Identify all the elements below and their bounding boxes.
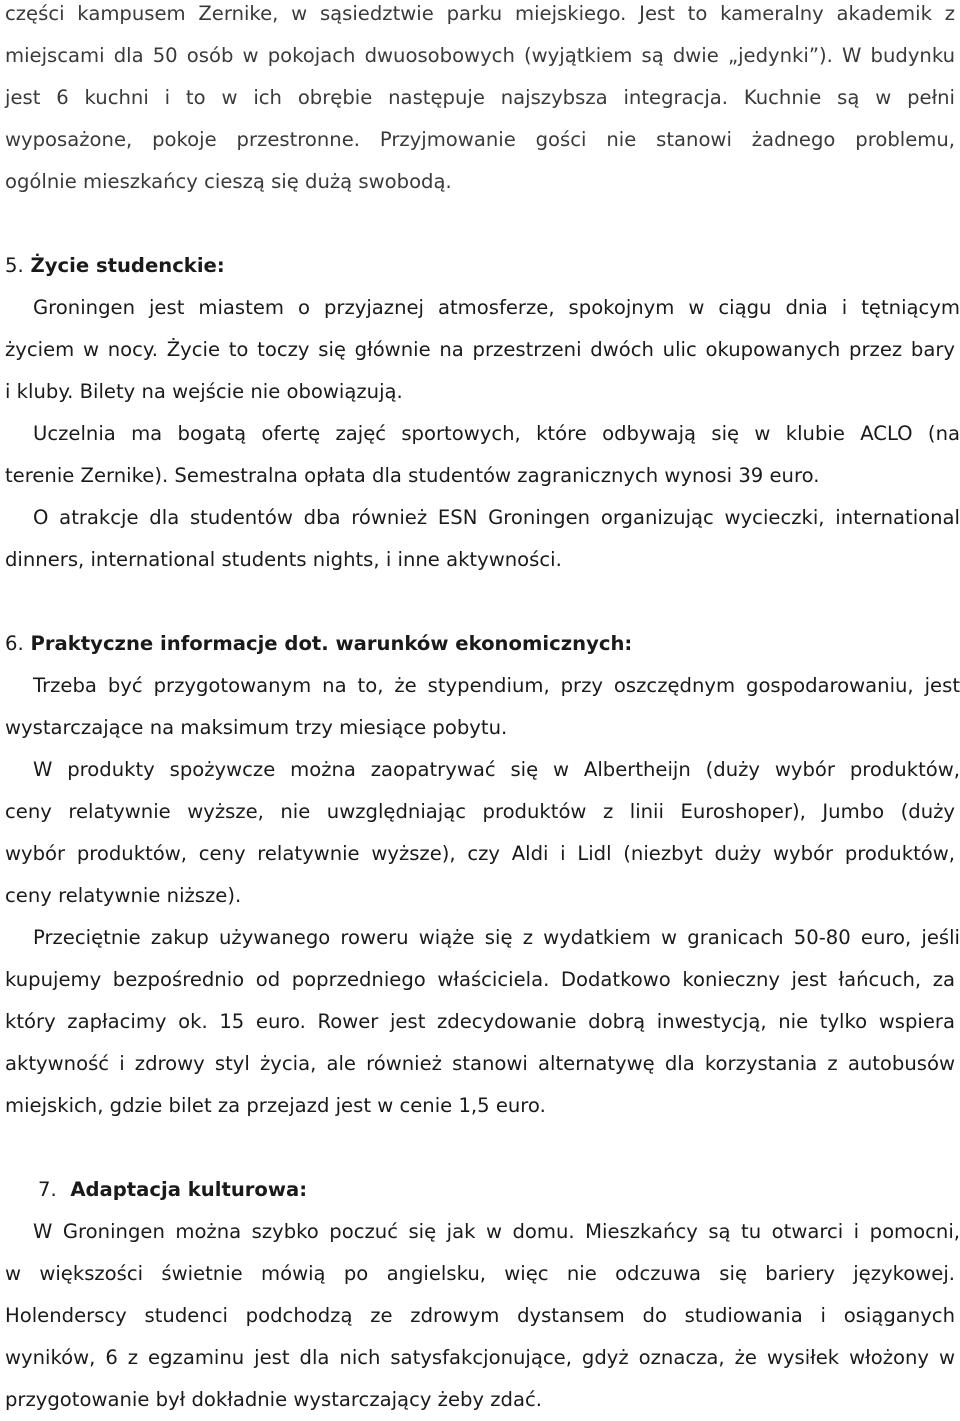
section-7-line-2: w większości świetnie mówią po angielsku, więc nie odczuwa się bariery językowej. <box>5 1262 955 1285</box>
section-5-line-1: Groningen jest miastem o przyjaznej atmosferze, spokojnym w ciągu dnia i tętniącym <box>33 296 960 319</box>
section-5-line-2: życiem w nocy. Życie to toczy się głównie na przestrzeni dwóch ulic okupowanych przez bary <box>5 338 955 361</box>
section-7-line-3: Holenderscy studenci podchodzą ze zdrowym dystansem do studiowania i osiąganych <box>5 1304 955 1327</box>
section-7-heading <box>38 1169 938 1211</box>
section-5-line-4: Uczelnia ma bogatą ofertę zajęć sportowych, które odbywają się w klubie ACLO (na <box>33 422 960 445</box>
section-7-line-4: wyników, 6 z egzaminu jest dla nich satysfakcjonujące, gdyż oznacza, że wysiłek włożony w <box>5 1346 955 1369</box>
section-6-line-2: wystarczające na maksimum trzy miesiące pobytu. <box>5 716 508 739</box>
intro-line-4: wyposażone, pokoje przestronne. Przyjmowanie gości nie stanowi żadnego problemu, <box>5 128 955 151</box>
section-6-line-4: ceny relatywnie wyższe, nie uwzględniając produktów z linii Euroshoper), Jumbo (duży <box>5 800 955 823</box>
section-6-number: 6. <box>5 632 24 655</box>
section-6-line-6: ceny relatywnie niższe). <box>5 884 242 907</box>
intro-line-1: części kampusem Zernike, w sąsiedztwie parku miejskiego. Jest to kameralny akademik z <box>5 2 955 25</box>
intro-line-2: miejscami dla 50 osób w pokojach dwuosobowych (wyjątkiem są dwie „jedynki”). W budynku <box>5 44 955 67</box>
section-5-line-6: O atrakcje dla studentów dba również ESN Groningen organizując wycieczki, international <box>33 506 960 529</box>
section-6-line-1: Trzeba być przygotowanym na to, że stypendium, przy oszczędnym gospodarowaniu, jest <box>33 674 960 697</box>
section-6-line-7: Przeciętnie zakup używanego roweru wiąże się z wydatkiem w granicach 50-80 euro, jeśli <box>33 926 960 949</box>
section-7-number: 7. <box>38 1178 57 1201</box>
section-6-line-3: W produkty spożywcze można zaopatrywać się w Albertheijn (duży wybór produktów, <box>33 758 960 781</box>
section-5-title: Życie studenckie: <box>30 254 225 277</box>
section-5-line-5: terenie Zernike). Semestralna opłata dla studentów zagranicznych wynosi 39 euro. <box>5 464 820 487</box>
intro-line-3: jest 6 kuchni i to w ich obrębie następuje najszybsza integracja. Kuchnie są w pełni <box>5 86 955 109</box>
section-6-line-11: miejskich, gdzie bilet za przejazd jest w cenie 1,5 euro. <box>5 1094 546 1117</box>
section-6-line-10: aktywność i zdrowy styl życia, ale również stanowi alternatywę dla korzystania z autobusów <box>5 1052 955 1075</box>
section-5-heading <box>5 245 955 287</box>
section-6-line-9: który zapłacimy ok. 15 euro. Rower jest zdecydowanie dobrą inwestycją, nie tylko wspiera <box>5 1010 955 1033</box>
section-6-line-5: wybór produktów, ceny relatywnie wyższe), czy Aldi i Lidl (niezbyt duży wybór produktów, <box>5 842 955 865</box>
section-7-line-5: przygotowanie był dokładnie wystarczający żeby zdać. <box>5 1388 542 1411</box>
section-5-line-3: i kluby. Bilety na wejście nie obowiązują. <box>5 380 403 403</box>
section-5-number: 5. <box>5 254 24 277</box>
section-5-line-7: dinners, international students nights, i inne aktywności. <box>5 548 562 571</box>
intro-line-5: ogólnie mieszkańcy cieszą się dużą swobodą. <box>5 170 452 193</box>
section-7-line-1: W Groningen można szybko poczuć się jak w domu. Mieszkańcy są tu otwarci i pomocni, <box>33 1220 960 1243</box>
section-6-heading <box>5 623 955 665</box>
section-6-title: Praktyczne informacje dot. warunków ekonomicznych: <box>30 632 633 655</box>
section-6-line-8: kupujemy bezpośrednio od poprzedniego właściciela. Dodatkowo konieczny jest łańcuch, za <box>5 968 955 991</box>
section-7-title: Adaptacja kulturowa: <box>70 1178 308 1201</box>
